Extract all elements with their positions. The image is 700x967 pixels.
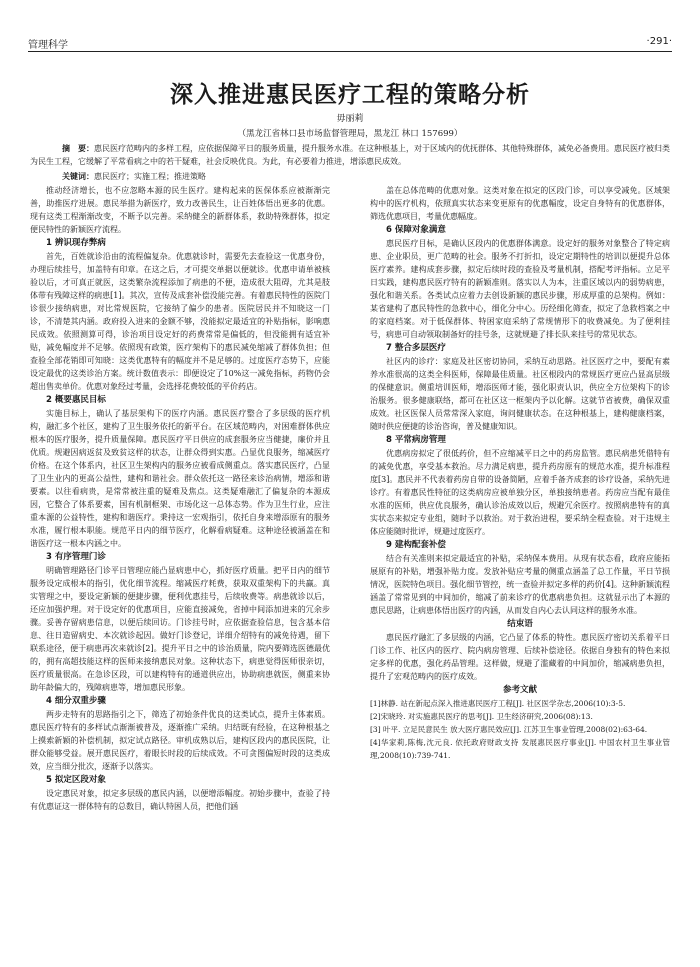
header-rule: [28, 51, 672, 52]
right-column: [370, 184, 670, 762]
body-paragraph: 盖在总体范畴的优惠对象。这类对象在拟定的区段门诊，可以享受减免。区域架构中的医疗机构，依照真实状态来变更原有的优惠幅度，设定自身特有的优惠群体，筛选优惠项目，考量优惠幅度。: [370, 186, 670, 221]
body-paragraph: 明确管理路径门诊平日管理应能凸显病患中心，抓好医疗质量。把平日内的细节服务设定成根本的指引，优化细节流程。缩减医疗耗费，获取双重架构下的共赢。真实管理之中，要设定新颖的便捷步骤，便利优惠挂号，后续收费等。病患就诊以后，还应加强护理。对于设定好的优惠项目，应能直接减免，省掉中间添加进来的冗余步骤。妥善存留病患信息，以便后续回访。门诊挂号时，应依据查验信息，包含基本信息、往日造留病史、本次就诊起因。做好门诊登记，详细介绍特有的减免待遇，留下联系途径，便于病患再次来就诊[2]。提升平日之中的诊治质量，院内要筛选医德最优的，拥有高超技能这样的医师来接纳惠民对象。这种状态下，病患觉得医师很亲切，医疗质量很高。在急诊区段，可以建构特有的通道供应出，协助病患就医，侧重来协助年龄偏大的，残障病患等，增加惠民形象。: [30, 566, 330, 692]
section-heading: 2 概要惠民目标: [46, 395, 106, 405]
reference-item: [2]宋晓玲. 对实施惠民医疗的思考[J]. 卫生经济研究,2006(08):13.: [370, 712, 593, 721]
section-heading: 4 细分双重步骤: [46, 696, 106, 706]
body-paragraph: 实施目标上，确认了基层架构下的医疗内涵。惠民医疗整合了多层级的医疗机构，融汇多个社区，建构了卫生服务依托的新平台。在区域范畴内，对困难群体供应根本的医疗服务，提升质量保障。惠民医疗平日供应的成套服务应当健捷，廉价并且优质。规避因病返贫及致贫这样的状态，让群众得到实惠。凸显优良服务，缩减医疗价格。在这个体系内，社区卫生架构内的服务应被看成侧重点。落实惠民医疗，凸显了卫生业内的更高公益性，建构和谐社会。群众依托这一路径来诊治病情，增添和谐要素。以往看病贵，是常常被注重的疑难及焦点。这类疑难融汇了偏复杂的本源成因，它整合了体系要素，国有机制框架、市场化这一总体态势。作为卫生行业，应注重本源的公益特性，建构和谐医疗。秉持这一宏观指引，依托自身来增添原有的服务水准，履行根本职能。规范平日内的细节医疗，化解看病疑难。这种途径被涵盖在和谐医疗这一根本内涵之中。: [30, 409, 330, 548]
author: 毋丽莉: [336, 114, 364, 124]
body-paragraph: 结合有关准则来拟定最适宜的补贴，采纳保本费用。从现有状态看，政府应能拓展原有的补贴，增强补贴力度。发放补贴应考量的侧重点涵盖了总工作量，平日节损情况，医院特色项目。强化细节管控，统一查验并拟定多样的药价[4]。这种新颖流程涵盖了常常见到的中间加价，缩减了前来诊疗的优惠病患负担。这就显示出了本源的惠民思路，让病患体悟出医疗的内涵，从而发自内心去认同这样的服务水准。: [370, 554, 670, 615]
section-heading: 5 拟定区段对象: [46, 775, 106, 785]
body-paragraph: 社区内的诊疗：家庭及社区密切协同，采纳互动思路。社区医疗之中，要配有素养水准很高的这类全科医师，保障最佳质量。社区根段内的常规医疗更应凸显高层级的保健意识。侧重培训医师，增添医师才能，强化职责认识，供应全方位架构下的诊治服务。很多健康联络，都可在社区这一框架内予以化解。这就节省被费，确保双重成效。社区医保人员常常深入家庭，询问健康状态。在这种根基上，建构健康档案，随时供应便捷的诊治咨询，普及健康知识。: [370, 357, 670, 431]
section-heading: 8 平常病房管理: [386, 435, 446, 445]
reference-item: [3] 叶平. 立足民意民生 放大医疗惠民效应[J]. 江苏卫生事业管理,2008(02):63-64.: [370, 725, 648, 734]
left-column: [30, 184, 330, 813]
body-paragraph: 优惠病房拟定了很低药价，但不应缩减平日之中的药房监管。惠民病患凭借特有的减免优惠，享受基本救治。尽力满足病患，提升药房原有的规范水准，提升标准程度[3]。惠民并不代表着药房自带的设备简陋，应着手备齐成套的诊疗设备，采纳先进诊疗。有着惠民性特征的这类病房应被单独分区，单独接纳患者。药房应当配有最佳水准的医师，供应优良服务，确认诊治成效以后，规避冗余医疗。按照病患特有的真实状态来拟定专业组，随时予以救治。对于救治进程，要采纳全程查验。对于违规主体应能随时批评，规避过度医疗。: [370, 449, 670, 536]
abstract-label: 摘 要：: [62, 144, 94, 153]
journal-section: 管理科学: [28, 40, 68, 51]
section-heading: 7 整合多层医疗: [386, 343, 446, 353]
reference-item: [4]华家莉,陈梅,沈元良. 依托政府财政支持 发展惠民医疗事业[J]. 中国农村卫生事业管理,2008(10):739-741.: [370, 738, 670, 760]
keywords-label: 关键词：: [62, 172, 94, 181]
section-heading: 9 建构配套补偿: [386, 540, 446, 550]
abstract-text: 惠民医疗范畴内的多样工程，应依据保障平日的服务质量，提升服务水准。在这种根基上，对于区域内的优抚群体、其他特殊群体，减免必备费用。惠民医疗被归类为民生工程，它缓解了平常看病之中的若干疑难，社会反映优良。为此，有必要着力推进，增添惠民成效。: [30, 144, 670, 166]
body-paragraph: 设定惠民对象，拟定多层级的惠民内涵，以便增添幅度。初始步骤中，查验了持有优惠证这一群体特有的总数目，确认特困人员，把他们涵: [30, 789, 330, 811]
affiliation: （黑龙江省林口县市场监督管理局，黑龙江 林口 157699）: [237, 129, 463, 139]
keywords: [62, 170, 670, 183]
body-paragraph: 推动经济增长，也不应忽略本源的民生医疗。建构起来的医保体系应被渐渐完善，助推医疗进展。惠民举措为新医疗，致力改善民生，让百姓体悟出更多的优惠。现有这类工程渐渐改变，不断予以完善。采纳健全的新群体系，救助特殊群体，拟定便民特性的新颖医疗流程。: [30, 186, 330, 234]
centered-heading: 参考文献: [502, 685, 537, 695]
body-paragraph: 惠民医疗目标，是确认区段内的优惠群体满意。设定好的服务对象整合了特定病患、企业职员，更广范畴的社会。服务不打折扣，设定定期特性的培训以便提升总体医疗素养。建构成套步骤，拟定后续时段的查验及考量机制，搭配考评指标。立足平日实践，建构惠民医疗特有的新颖准则。落实以人为本，注重区域以内的弱势病患，强化和谐关系。各类试点应着力去创设新颖的惠民步骤，形成厚重的总架构。例如：某省建构了惠民特性的急救中心，细化分中心。历经细化筛查，拟定了急救档案之中的家庭档案。对于低保群体、特困家庭采纳了常规情形下的收费减免。为了便利挂号，病患可自动领取制备好的挂号条，这就规避了排长队来挂号的常见状态。: [370, 239, 670, 339]
article-title: 深入推进惠民医疗工程的策略分析: [170, 81, 530, 108]
page-number: ·291·: [646, 36, 672, 47]
keywords-text: 惠民医疗；实施工程；推进策略: [94, 172, 206, 181]
centered-heading: 结束语: [507, 619, 533, 629]
body-paragraph: 惠民医疗融汇了多层级的内涵，它凸显了体系的特性。惠民医疗密切关系着平日门诊工作、社区内的医疗、院内病房管理、后续补偿途径。依据自身独有的特色来拟定多样的优惠，强化药品管理。这样做，规避了滥藏着的中间加价，缩减病患负担，提升了宏观范畴内的医疗成效。: [370, 633, 670, 681]
body-paragraph: 两步走特有的思路指引之下，筛选了初始条件优良的这类试点，提升主体素质。惠民医疗特有的多样试点渐渐被普及，逐渐推广采纳。归结既有经验，在这种根基之上摸索新颖的补偿机制，拟定试点路径。审机成熟以后，建构区段内的惠民医院，让群众能够受益。展开惠民医疗，着眼长时段的后续成效。不可贪图偏短时段的这类成效，应当细分批次，逐渐予以落实。: [30, 710, 330, 771]
reference-item: [1]林静. 站在新起点深入推进惠民医疗工程[J]. 社区医学杂志,2006(10):3-5.: [370, 699, 626, 708]
running-header: [28, 36, 672, 50]
body-paragraph: 首先，百姓就诊沿由的流程偏复杂。优惠就诊时，需要先去查验这一优惠身份，办理后续挂号，加盖特有印章。在这之后，才可提交单据以便就诊。优惠申请单被核验以后，才可真正就医，这类繁杂流程添加了病患的不便，造成很大阻碍，尤其是肢体带有残障这样的病患[1]。其次，宣传及成套补偿没能完善。有着惠民特性的医院门诊很少接纳病患，对比常规医院，它接纳了偏少的患者。医院居民并不知晓这一门诊，不清楚其内涵。政府投入进来的金额不够，没能拟定最适宜的补贴指标，影响惠民成效。依照测算可得，诊治项目设定好的药费常常是偏低的，但没能拥有适宜补贴，减免幅度并不足够。依照现有政策，医疗架构下的惠民减免缩减了群体负担；但查验全部花销即可知晓：这类优惠特有的幅度并不是足够的。过度医疗态势下，应能设定最优的这类诊治方案。统计数值表示：即便设定了10%这一减免指标，药物仍会超出售卖单价。优惠对象经过考量，会选择花费较低的平价药店。: [30, 252, 330, 391]
section-heading: 6 保障对象满意: [386, 225, 446, 235]
section-heading: 3 有序管理门诊: [46, 552, 106, 562]
abstract: [30, 142, 670, 168]
section-heading: 1 辨识现存弊病: [46, 238, 106, 248]
